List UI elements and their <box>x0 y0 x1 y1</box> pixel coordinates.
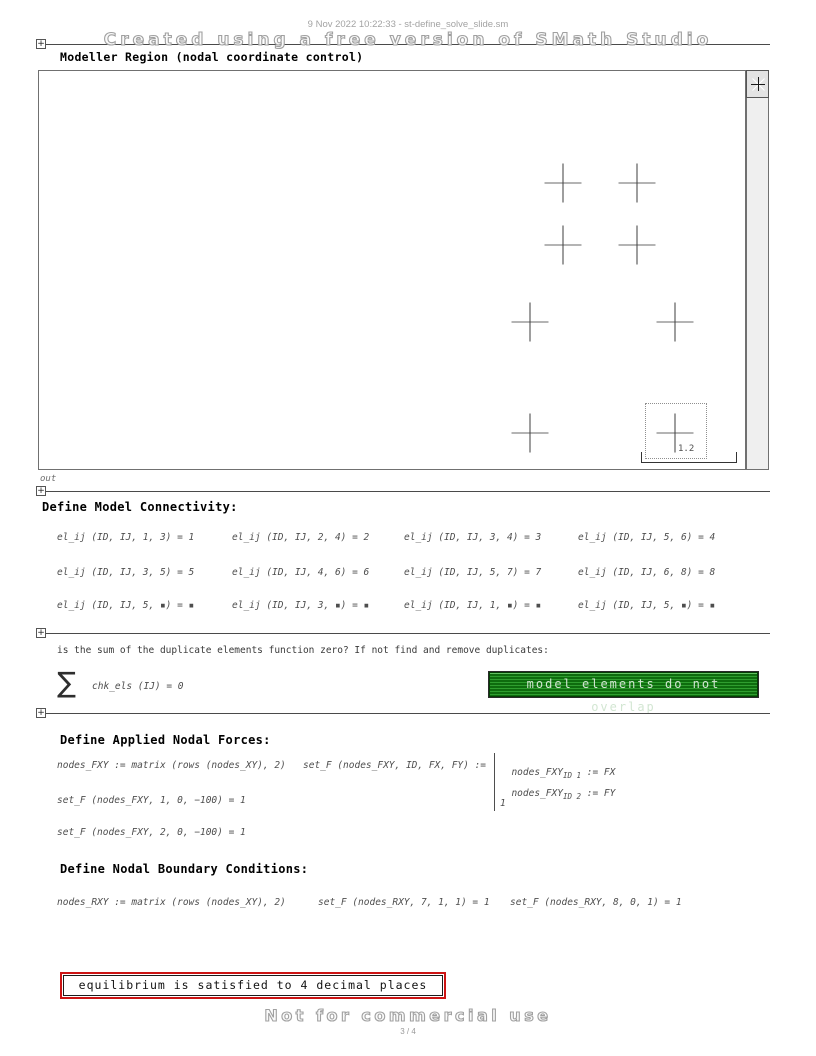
selection-box <box>645 403 707 459</box>
boundary-setf-1[interactable]: set_F (nodes_RXY, 7, 1, 1) = 1 <box>318 897 490 908</box>
node-marker[interactable] <box>545 164 582 203</box>
plot-move-button[interactable] <box>746 70 769 98</box>
setf-call-2[interactable]: set_F (nodes_FXY, 2, 0, −100) = 1 <box>57 827 246 838</box>
overlap-status-button[interactable]: model elements do not overlap <box>489 672 758 697</box>
sigma-symbol: ∑ <box>57 666 76 699</box>
node-marker[interactable] <box>545 226 582 265</box>
node-marker[interactable] <box>619 226 656 265</box>
equilibrium-status-box <box>60 972 446 999</box>
program-line-2[interactable]: $nodes\_FXY_{ID 2}$ := FY <box>511 788 616 801</box>
node-marker[interactable] <box>512 414 549 453</box>
program-block-bar <box>494 753 495 811</box>
region-toggle-icon[interactable]: + <box>37 486 45 496</box>
modeller-plot-canvas[interactable] <box>38 70 746 470</box>
region-toggle-icon[interactable]: + <box>37 708 45 718</box>
boundary-heading: Define Nodal Boundary Conditions: <box>60 862 309 876</box>
setf-call-1[interactable]: set_F (nodes_FXY, 1, 0, −100) = 1 <box>57 795 246 806</box>
node-marker[interactable] <box>619 164 656 203</box>
plot-scrollbar[interactable] <box>746 70 769 470</box>
section-separator <box>46 713 770 714</box>
connectivity-expression[interactable]: el_ij (ID, IJ, 6, 8) = 8 <box>578 567 716 578</box>
region-toggle-icon[interactable]: + <box>37 628 45 638</box>
modeller-region-title: Modeller Region (nodal coordinate control) <box>60 50 364 64</box>
scale-label: 1.2 <box>678 444 695 454</box>
section-separator <box>46 633 770 634</box>
section-separator <box>46 491 770 492</box>
program-line-3[interactable]: 1 <box>500 798 506 809</box>
region-toggle-icon[interactable]: + <box>37 39 45 49</box>
connectivity-expression[interactable]: el_ij (ID, IJ, 5, ▪) = ▪ <box>578 600 716 611</box>
page-number: 3 / 4 <box>400 1027 416 1036</box>
equilibrium-status-message: equilibrium is satisfied to 4 decimal places <box>63 975 443 996</box>
smath-watermark-top: Created using a free version of SMath Studio <box>103 30 713 50</box>
connectivity-heading: Define Model Connectivity: <box>42 500 238 514</box>
forces-heading: Define Applied Nodal Forces: <box>60 733 271 747</box>
connectivity-expression[interactable]: el_ij (ID, IJ, 1, ▪) = ▪ <box>404 600 542 611</box>
connectivity-expression[interactable]: el_ij (ID, IJ, 3, 5) = 5 <box>57 567 195 578</box>
connectivity-expression[interactable]: el_ij (ID, IJ, 5, ▪) = ▪ <box>57 600 195 611</box>
sum-expression[interactable]: chk_els (IJ) = 0 <box>92 681 184 692</box>
boundary-matrix-expression[interactable]: nodes_RXY := matrix (rows (nodes_XY), 2) <box>57 897 286 908</box>
connectivity-expression[interactable]: el_ij (ID, IJ, 2, 4) = 2 <box>232 532 370 543</box>
setf-signature[interactable]: set_F (nodes_FXY, ID, FX, FY) := <box>303 760 487 771</box>
connectivity-expression[interactable]: el_ij (ID, IJ, 3, ▪) = ▪ <box>232 600 370 611</box>
connectivity-expression[interactable]: el_ij (ID, IJ, 4, 6) = 6 <box>232 567 370 578</box>
node-marker[interactable] <box>657 303 694 342</box>
connectivity-expression[interactable]: el_ij (ID, IJ, 5, 7) = 7 <box>404 567 542 578</box>
program-line-1[interactable]: $nodes\_FXY_{ID 1}$ := FX <box>511 767 616 780</box>
plot-out-label: out <box>40 474 57 484</box>
connectivity-expression[interactable]: el_ij (ID, IJ, 5, 6) = 4 <box>578 532 716 543</box>
boundary-setf-2[interactable]: set_F (nodes_RXY, 8, 0, 1) = 1 <box>510 897 682 908</box>
smath-watermark-bottom: Not for commercial use <box>264 1006 552 1025</box>
forces-matrix-expression[interactable]: nodes_FXY := matrix (rows (nodes_XY), 2) <box>57 760 286 771</box>
node-marker[interactable] <box>512 303 549 342</box>
file-timestamp: 9 Nov 2022 10:22:33 - st-define_solve_slide.sm <box>307 19 509 30</box>
connectivity-expression[interactable]: el_ij (ID, IJ, 3, 4) = 3 <box>404 532 542 543</box>
connectivity-expression[interactable]: el_ij (ID, IJ, 1, 3) = 1 <box>57 532 195 543</box>
move-icon <box>758 77 759 91</box>
duplicates-question: is the sum of the duplicate elements function zero? If not find and remove duplicates: <box>57 645 549 656</box>
